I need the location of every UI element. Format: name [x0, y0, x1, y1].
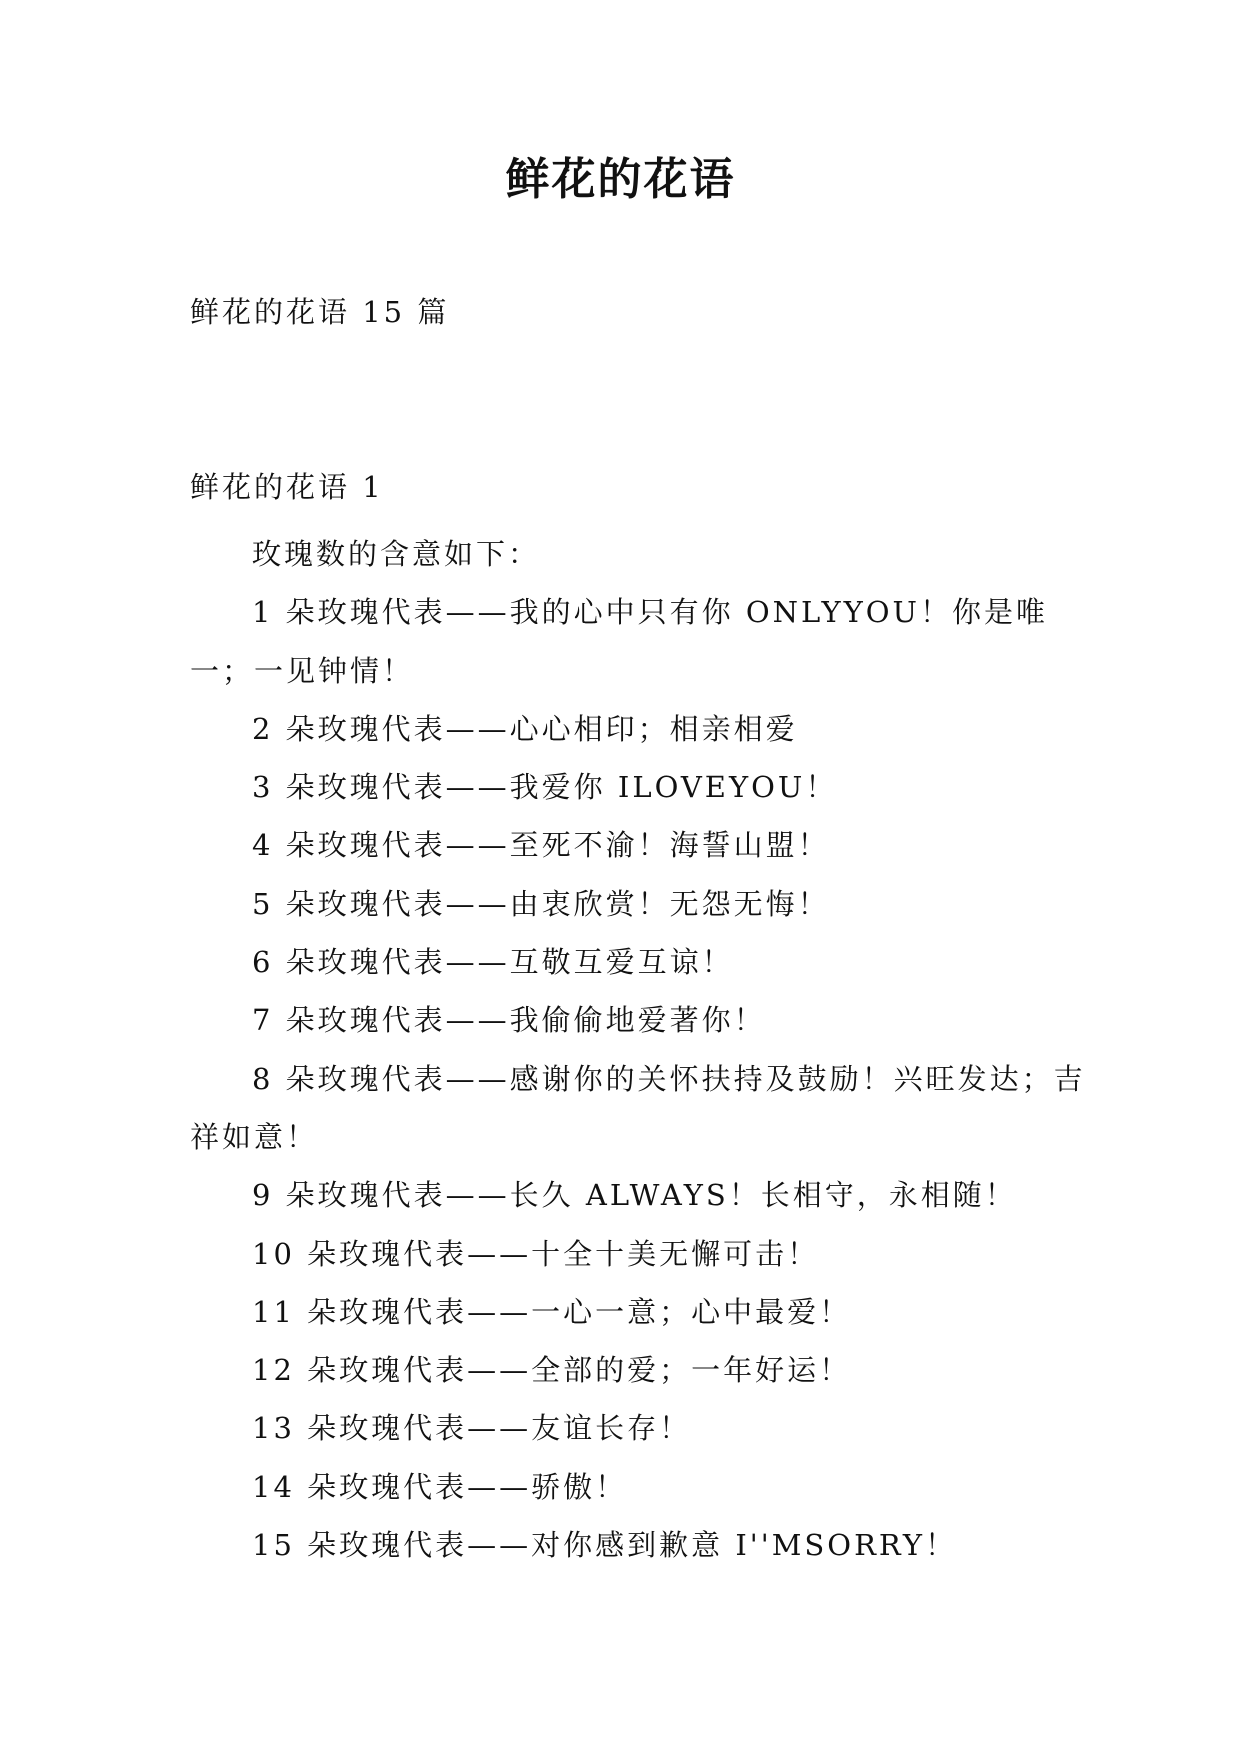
paragraph-rose-13: 13 朵玫瑰代表——友谊长存！: [252, 1411, 692, 1446]
paragraph-rose-10: 10 朵玫瑰代表——十全十美无懈可击！: [252, 1236, 820, 1271]
paragraph-rose-11: 11 朵玫瑰代表——一心一意；心中最爱！: [252, 1294, 852, 1329]
paragraph-rose-3: 3 朵玫瑰代表——我爱你 ILOVEYOU！: [252, 770, 838, 805]
paragraph-rose-8: 8 朵玫瑰代表——感谢你的关怀扶持及鼓励！兴旺发达；吉祥如意！: [190, 1061, 1086, 1154]
paragraph-rose-15: 15 朵玫瑰代表——对你感到歉意 I''MSORRY！: [252, 1528, 957, 1563]
paragraph-rose-12: 12 朵玫瑰代表——全部的爱；一年好运！: [252, 1353, 852, 1388]
paragraph-rose-5: 5 朵玫瑰代表——由衷欣赏！无怨无悔！: [252, 886, 830, 921]
section-heading: 鲜花的花语 1: [190, 470, 384, 504]
paragraph-rose-2: 2 朵玫瑰代表——心心相印；相亲相爱: [252, 711, 798, 746]
body-text: [190, 525, 1090, 1574]
paragraph-rose-6: 6 朵玫瑰代表——互敬互爱互谅！: [252, 945, 734, 980]
paragraph-rose-1: 1 朵玫瑰代表——我的心中只有你 ONLYYOU！你是唯一；一见钟情！: [190, 595, 1048, 688]
paragraph-rose-7: 7 朵玫瑰代表——我偷偷地爱著你！: [252, 1003, 766, 1038]
paragraph-rose-14: 14 朵玫瑰代表——骄傲！: [252, 1469, 628, 1504]
document-title: 鲜花的花语: [505, 154, 736, 205]
paragraph-rose-4: 4 朵玫瑰代表——至死不渝！海誓山盟！: [252, 828, 830, 863]
document-subtitle: 鲜花的花语 15 篇: [190, 295, 450, 329]
paragraph-intro: 玫瑰数的含意如下：: [252, 537, 541, 571]
paragraph-rose-9: 9 朵玫瑰代表——长久 ALWAYS！长相守，永相随！: [252, 1178, 1017, 1213]
